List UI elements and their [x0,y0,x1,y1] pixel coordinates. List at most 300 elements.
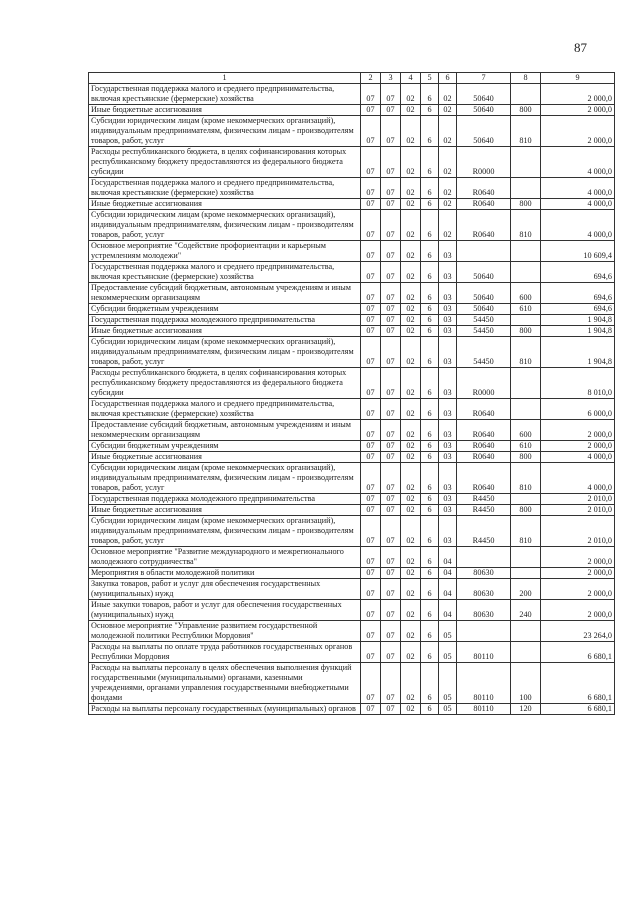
code-cell: 07 [361,210,381,241]
code-cell: 80630 [457,579,511,600]
code-cell: 02 [401,547,421,568]
code-cell: 07 [381,505,401,516]
code-cell: 07 [361,199,381,210]
amount-cell: 2 000,0 [541,105,615,116]
code-cell: 810 [511,116,541,147]
code-cell: 810 [511,463,541,494]
code-cell: 07 [361,283,381,304]
code-cell: R4450 [457,494,511,505]
code-cell: 02 [401,663,421,704]
code-cell: 07 [381,600,401,621]
code-cell [457,621,511,642]
code-cell: 02 [401,210,421,241]
code-cell: 04 [439,547,457,568]
code-cell: 6 [421,105,439,116]
code-cell: 05 [439,704,457,715]
code-cell: 610 [511,441,541,452]
code-cell: 05 [439,663,457,704]
code-cell: 800 [511,452,541,463]
table-header-row [89,73,615,84]
column-header: 6 [439,73,457,84]
amount-cell: 2 000,0 [541,116,615,147]
code-cell: 02 [439,178,457,199]
code-cell: 07 [381,579,401,600]
amount-cell: 1 904,8 [541,326,615,337]
expense-name-cell: Субсидии юридическим лицам (кроме некоммерческих организаций), индивидуальным предпринимателям, физическим лицам - производителям товаров, работ, услуг [89,463,361,494]
code-cell: 6 [421,241,439,262]
page-number: 87 [574,40,587,55]
expense-name-cell: Основное мероприятие "Содействие профориентации и карьерным устремлениям молодежи" [89,241,361,262]
code-cell: 02 [401,262,421,283]
amount-cell: 4 000,0 [541,147,615,178]
code-cell: R0640 [457,420,511,441]
table-row [89,516,615,547]
table-row [89,494,615,505]
code-cell: 07 [361,621,381,642]
code-cell: R0000 [457,147,511,178]
table-row [89,399,615,420]
table-row [89,241,615,262]
code-cell: 02 [401,84,421,105]
code-cell: 6 [421,368,439,399]
code-cell: 50640 [457,304,511,315]
code-cell: R4450 [457,516,511,547]
code-cell [511,262,541,283]
code-cell: R0640 [457,178,511,199]
expense-name-cell: Субсидии бюджетным учреждениям [89,441,361,452]
code-cell: 07 [381,326,401,337]
code-cell [511,178,541,199]
column-header: 3 [381,73,401,84]
amount-cell: 8 010,0 [541,368,615,399]
expense-name-cell: Субсидии бюджетным учреждениям [89,304,361,315]
code-cell: 03 [439,452,457,463]
amount-cell: 4 000,0 [541,210,615,241]
code-cell: 800 [511,199,541,210]
code-cell: 810 [511,210,541,241]
code-cell: 07 [361,516,381,547]
code-cell: 6 [421,568,439,579]
code-cell: R0640 [457,399,511,420]
code-cell [511,568,541,579]
table-row [89,441,615,452]
code-cell: 07 [381,337,401,368]
code-cell: 6 [421,663,439,704]
code-cell: 07 [381,516,401,547]
expense-name-cell: Иные закупки товаров, работ и услуг для обеспечения государственных (муниципальных) нужд [89,600,361,621]
column-header: 7 [457,73,511,84]
expense-name-cell: Закупка товаров, работ и услуг для обеспечения государственных (муниципальных) нужд [89,579,361,600]
code-cell: 02 [401,600,421,621]
table-row [89,704,615,715]
code-cell: 610 [511,304,541,315]
code-cell: 02 [401,494,421,505]
amount-cell: 4 000,0 [541,178,615,199]
expense-name-cell: Расходы республиканского бюджета, в целях софинансирования которых республиканскому бюджету предоставляются из федерального бюджета субсидии [89,368,361,399]
table-row [89,663,615,704]
code-cell: 07 [361,337,381,368]
code-cell: 07 [381,568,401,579]
amount-cell: 4 000,0 [541,199,615,210]
amount-cell: 1 904,8 [541,337,615,368]
amount-cell: 6 000,0 [541,399,615,420]
expense-name-cell: Иные бюджетные ассигнования [89,326,361,337]
code-cell: 02 [401,241,421,262]
code-cell: 07 [361,315,381,326]
expense-name-cell: Расходы республиканского бюджета, в целях софинансирования которых республиканскому бюджету предоставляются из федерального бюджета субсидии [89,147,361,178]
code-cell: 6 [421,283,439,304]
code-cell: 02 [401,147,421,178]
amount-cell: 2 000,0 [541,420,615,441]
code-cell: 07 [361,147,381,178]
code-cell: 6 [421,463,439,494]
code-cell: 02 [401,283,421,304]
table-row [89,199,615,210]
code-cell: 02 [439,147,457,178]
expense-name-cell: Иные бюджетные ассигнования [89,505,361,516]
expense-name-cell: Предоставление субсидий бюджетным, автономным учреждениям и иным некоммерческим организациям [89,420,361,441]
table-row [89,420,615,441]
code-cell: 07 [361,368,381,399]
code-cell [511,241,541,262]
code-cell: 6 [421,116,439,147]
code-cell: 07 [381,283,401,304]
code-cell: 03 [439,326,457,337]
code-cell: 07 [361,116,381,147]
code-cell: 07 [381,621,401,642]
code-cell [511,547,541,568]
code-cell: 6 [421,420,439,441]
table-row [89,283,615,304]
code-cell: 07 [381,210,401,241]
code-cell: 02 [401,304,421,315]
code-cell: 600 [511,283,541,304]
amount-cell: 2 000,0 [541,568,615,579]
code-cell: 600 [511,420,541,441]
code-cell: 07 [361,441,381,452]
code-cell: 07 [381,642,401,663]
table-row [89,568,615,579]
code-cell: 02 [401,116,421,147]
code-cell: 07 [361,505,381,516]
table-row [89,337,615,368]
code-cell: 07 [381,547,401,568]
code-cell: 6 [421,452,439,463]
code-cell: 07 [381,304,401,315]
code-cell: 07 [361,84,381,105]
code-cell: 07 [381,147,401,178]
code-cell: 800 [511,105,541,116]
code-cell: 07 [381,105,401,116]
code-cell: R4450 [457,505,511,516]
table-row [89,463,615,494]
code-cell: 6 [421,178,439,199]
code-cell: 02 [401,199,421,210]
table-row [89,505,615,516]
code-cell: 02 [401,368,421,399]
code-cell: 800 [511,505,541,516]
code-cell: 6 [421,210,439,241]
code-cell: 02 [401,568,421,579]
amount-cell: 694,6 [541,283,615,304]
code-cell: 02 [401,505,421,516]
code-cell: 03 [439,262,457,283]
code-cell: 02 [439,84,457,105]
code-cell: 03 [439,420,457,441]
code-cell: 200 [511,579,541,600]
code-cell: 100 [511,663,541,704]
code-cell: R0000 [457,368,511,399]
code-cell: R0640 [457,452,511,463]
code-cell: 07 [361,579,381,600]
code-cell: 50640 [457,262,511,283]
column-header: 9 [541,73,615,84]
code-cell [511,621,541,642]
expense-name-cell: Расходы на выплаты по оплате труда работников государственных органов Республики Мордовия [89,642,361,663]
table-row [89,579,615,600]
code-cell: 07 [381,494,401,505]
table-row [89,304,615,315]
code-cell: 02 [439,199,457,210]
code-cell: 03 [439,516,457,547]
code-cell: 6 [421,304,439,315]
code-cell: 50640 [457,84,511,105]
code-cell: 07 [381,368,401,399]
code-cell: 07 [361,105,381,116]
amount-cell: 6 680,1 [541,642,615,663]
amount-cell: 10 609,4 [541,241,615,262]
expense-name-cell: Государственная поддержка молодежного предпринимательства [89,315,361,326]
expense-name-cell: Государственная поддержка малого и среднего предпринимательства, включая крестьянские (фермерские) хозяйства [89,262,361,283]
table-row [89,116,615,147]
code-cell: 80110 [457,704,511,715]
code-cell: 07 [361,399,381,420]
code-cell: 02 [401,642,421,663]
code-cell: 6 [421,621,439,642]
code-cell: 02 [401,516,421,547]
code-cell: 50640 [457,105,511,116]
code-cell: 04 [439,579,457,600]
code-cell: 02 [401,326,421,337]
code-cell: 07 [381,199,401,210]
expense-name-cell: Государственная поддержка малого и среднего предпринимательства, включая крестьянские (фермерские) хозяйства [89,399,361,420]
code-cell: 6 [421,441,439,452]
code-cell [511,399,541,420]
expense-name-cell: Субсидии юридическим лицам (кроме некоммерческих организаций), индивидуальным предпринимателям, физическим лицам - производителям товаров, работ, услуг [89,116,361,147]
code-cell: 6 [421,315,439,326]
code-cell: 6 [421,337,439,368]
amount-cell: 4 000,0 [541,452,615,463]
amount-cell: 2 000,0 [541,600,615,621]
code-cell: 50640 [457,116,511,147]
code-cell: 6 [421,199,439,210]
code-cell: 07 [381,315,401,326]
code-cell: 6 [421,399,439,420]
code-cell [511,315,541,326]
code-cell: 03 [439,399,457,420]
table-row [89,547,615,568]
code-cell: 02 [401,399,421,420]
table-row [89,178,615,199]
code-cell: 6 [421,505,439,516]
code-cell: 07 [361,600,381,621]
code-cell: 6 [421,642,439,663]
table-row [89,600,615,621]
code-cell: 6 [421,704,439,715]
code-cell: 6 [421,600,439,621]
code-cell: 07 [361,452,381,463]
code-cell: 6 [421,326,439,337]
table-row [89,262,615,283]
amount-cell: 2 000,0 [541,84,615,105]
code-cell: 240 [511,600,541,621]
table-row [89,452,615,463]
amount-cell: 2 010,0 [541,516,615,547]
code-cell: 07 [361,178,381,199]
column-header: 5 [421,73,439,84]
code-cell: 02 [401,315,421,326]
expense-name-cell: Иные бюджетные ассигнования [89,105,361,116]
code-cell: 07 [361,241,381,262]
code-cell: 07 [361,568,381,579]
code-cell: R0640 [457,210,511,241]
code-cell: 80630 [457,600,511,621]
code-cell: 07 [381,663,401,704]
code-cell: 80110 [457,642,511,663]
column-header: 2 [361,73,381,84]
amount-cell: 694,6 [541,304,615,315]
expense-name-cell: Предоставление субсидий бюджетным, автономным учреждениям и иным некоммерческим организациям [89,283,361,304]
code-cell: 07 [361,494,381,505]
expense-name-cell: Государственная поддержка малого и среднего предпринимательства, включая крестьянские (фермерские) хозяйства [89,178,361,199]
code-cell: 07 [381,463,401,494]
budget-table [88,72,615,715]
table-row [89,315,615,326]
code-cell: 03 [439,505,457,516]
code-cell: 07 [381,241,401,262]
code-cell: 80110 [457,663,511,704]
code-cell: 03 [439,304,457,315]
table-row [89,326,615,337]
table-row [89,105,615,116]
code-cell: 07 [381,262,401,283]
code-cell: 50640 [457,283,511,304]
amount-cell: 1 904,8 [541,315,615,326]
code-cell: 03 [439,368,457,399]
code-cell [511,368,541,399]
expense-name-cell: Субсидии юридическим лицам (кроме некоммерческих организаций), индивидуальным предпринимателям, физическим лицам - производителям товаров, работ, услуг [89,337,361,368]
code-cell: 54450 [457,326,511,337]
code-cell: 54450 [457,315,511,326]
code-cell: 03 [439,463,457,494]
expense-name-cell: Субсидии юридическим лицам (кроме некоммерческих организаций), индивидуальным предпринимателям, физическим лицам - производителям товаров, работ, услуг [89,516,361,547]
table-row [89,210,615,241]
code-cell: 07 [381,84,401,105]
code-cell: 04 [439,568,457,579]
expense-name-cell: Мероприятия в области молодежной политики [89,568,361,579]
code-cell: 02 [401,621,421,642]
amount-cell: 2 010,0 [541,505,615,516]
code-cell: 07 [361,304,381,315]
code-cell: 120 [511,704,541,715]
code-cell [457,241,511,262]
code-cell: 07 [361,420,381,441]
amount-cell: 2 010,0 [541,494,615,505]
code-cell: 03 [439,241,457,262]
code-cell: 07 [381,399,401,420]
expense-name-cell: Расходы на выплаты персоналу государственных (муниципальных) органов [89,704,361,715]
code-cell: 05 [439,642,457,663]
code-cell: R0640 [457,199,511,210]
code-cell: 810 [511,516,541,547]
code-cell: 6 [421,579,439,600]
amount-cell: 2 000,0 [541,547,615,568]
expense-name-cell: Основное мероприятие "Развитие международного и межрегионального молодежного сотрудничества" [89,547,361,568]
table-row [89,147,615,178]
code-cell: 80630 [457,568,511,579]
expense-name-cell: Иные бюджетные ассигнования [89,199,361,210]
amount-cell: 694,6 [541,262,615,283]
table-row [89,84,615,105]
code-cell: 810 [511,337,541,368]
code-cell [511,642,541,663]
column-header: 1 [89,73,361,84]
table-row [89,368,615,399]
amount-cell: 2 000,0 [541,579,615,600]
amount-cell: 2 000,0 [541,441,615,452]
code-cell: 07 [361,463,381,494]
code-cell: 6 [421,84,439,105]
code-cell [511,147,541,178]
code-cell: 02 [439,105,457,116]
code-cell: 6 [421,147,439,178]
code-cell [511,494,541,505]
code-cell: 07 [381,452,401,463]
column-header: 8 [511,73,541,84]
expense-name-cell: Иные бюджетные ассигнования [89,452,361,463]
code-cell: 02 [401,579,421,600]
code-cell: 07 [361,663,381,704]
code-cell: 02 [401,337,421,368]
code-cell: 07 [361,704,381,715]
code-cell: 6 [421,547,439,568]
table-row [89,621,615,642]
code-cell: 02 [401,420,421,441]
code-cell: 07 [381,178,401,199]
code-cell: 02 [401,704,421,715]
code-cell: 07 [361,642,381,663]
code-cell: 07 [381,420,401,441]
expense-name-cell: Расходы на выплаты персоналу в целях обеспечения выполнения функций государственными (муниципальными) органами, казенными учреждениями, органами управления государственными внебюджетными фондами [89,663,361,704]
code-cell: 03 [439,494,457,505]
code-cell: 07 [361,262,381,283]
code-cell: 6 [421,516,439,547]
code-cell: 6 [421,494,439,505]
code-cell: 02 [401,105,421,116]
code-cell: 03 [439,337,457,368]
table-row [89,642,615,663]
amount-cell: 23 264,0 [541,621,615,642]
code-cell: 05 [439,621,457,642]
expense-name-cell: Основное мероприятие "Управление развитием государственной молодежной политики Республики Мордовия" [89,621,361,642]
expense-name-cell: Государственная поддержка молодежного предпринимательства [89,494,361,505]
code-cell: 02 [439,116,457,147]
code-cell: 07 [381,704,401,715]
expense-name-cell: Государственная поддержка малого и среднего предпринимательства, включая крестьянские (фермерские) хозяйства [89,84,361,105]
column-header: 4 [401,73,421,84]
code-cell [511,84,541,105]
code-cell: 03 [439,441,457,452]
